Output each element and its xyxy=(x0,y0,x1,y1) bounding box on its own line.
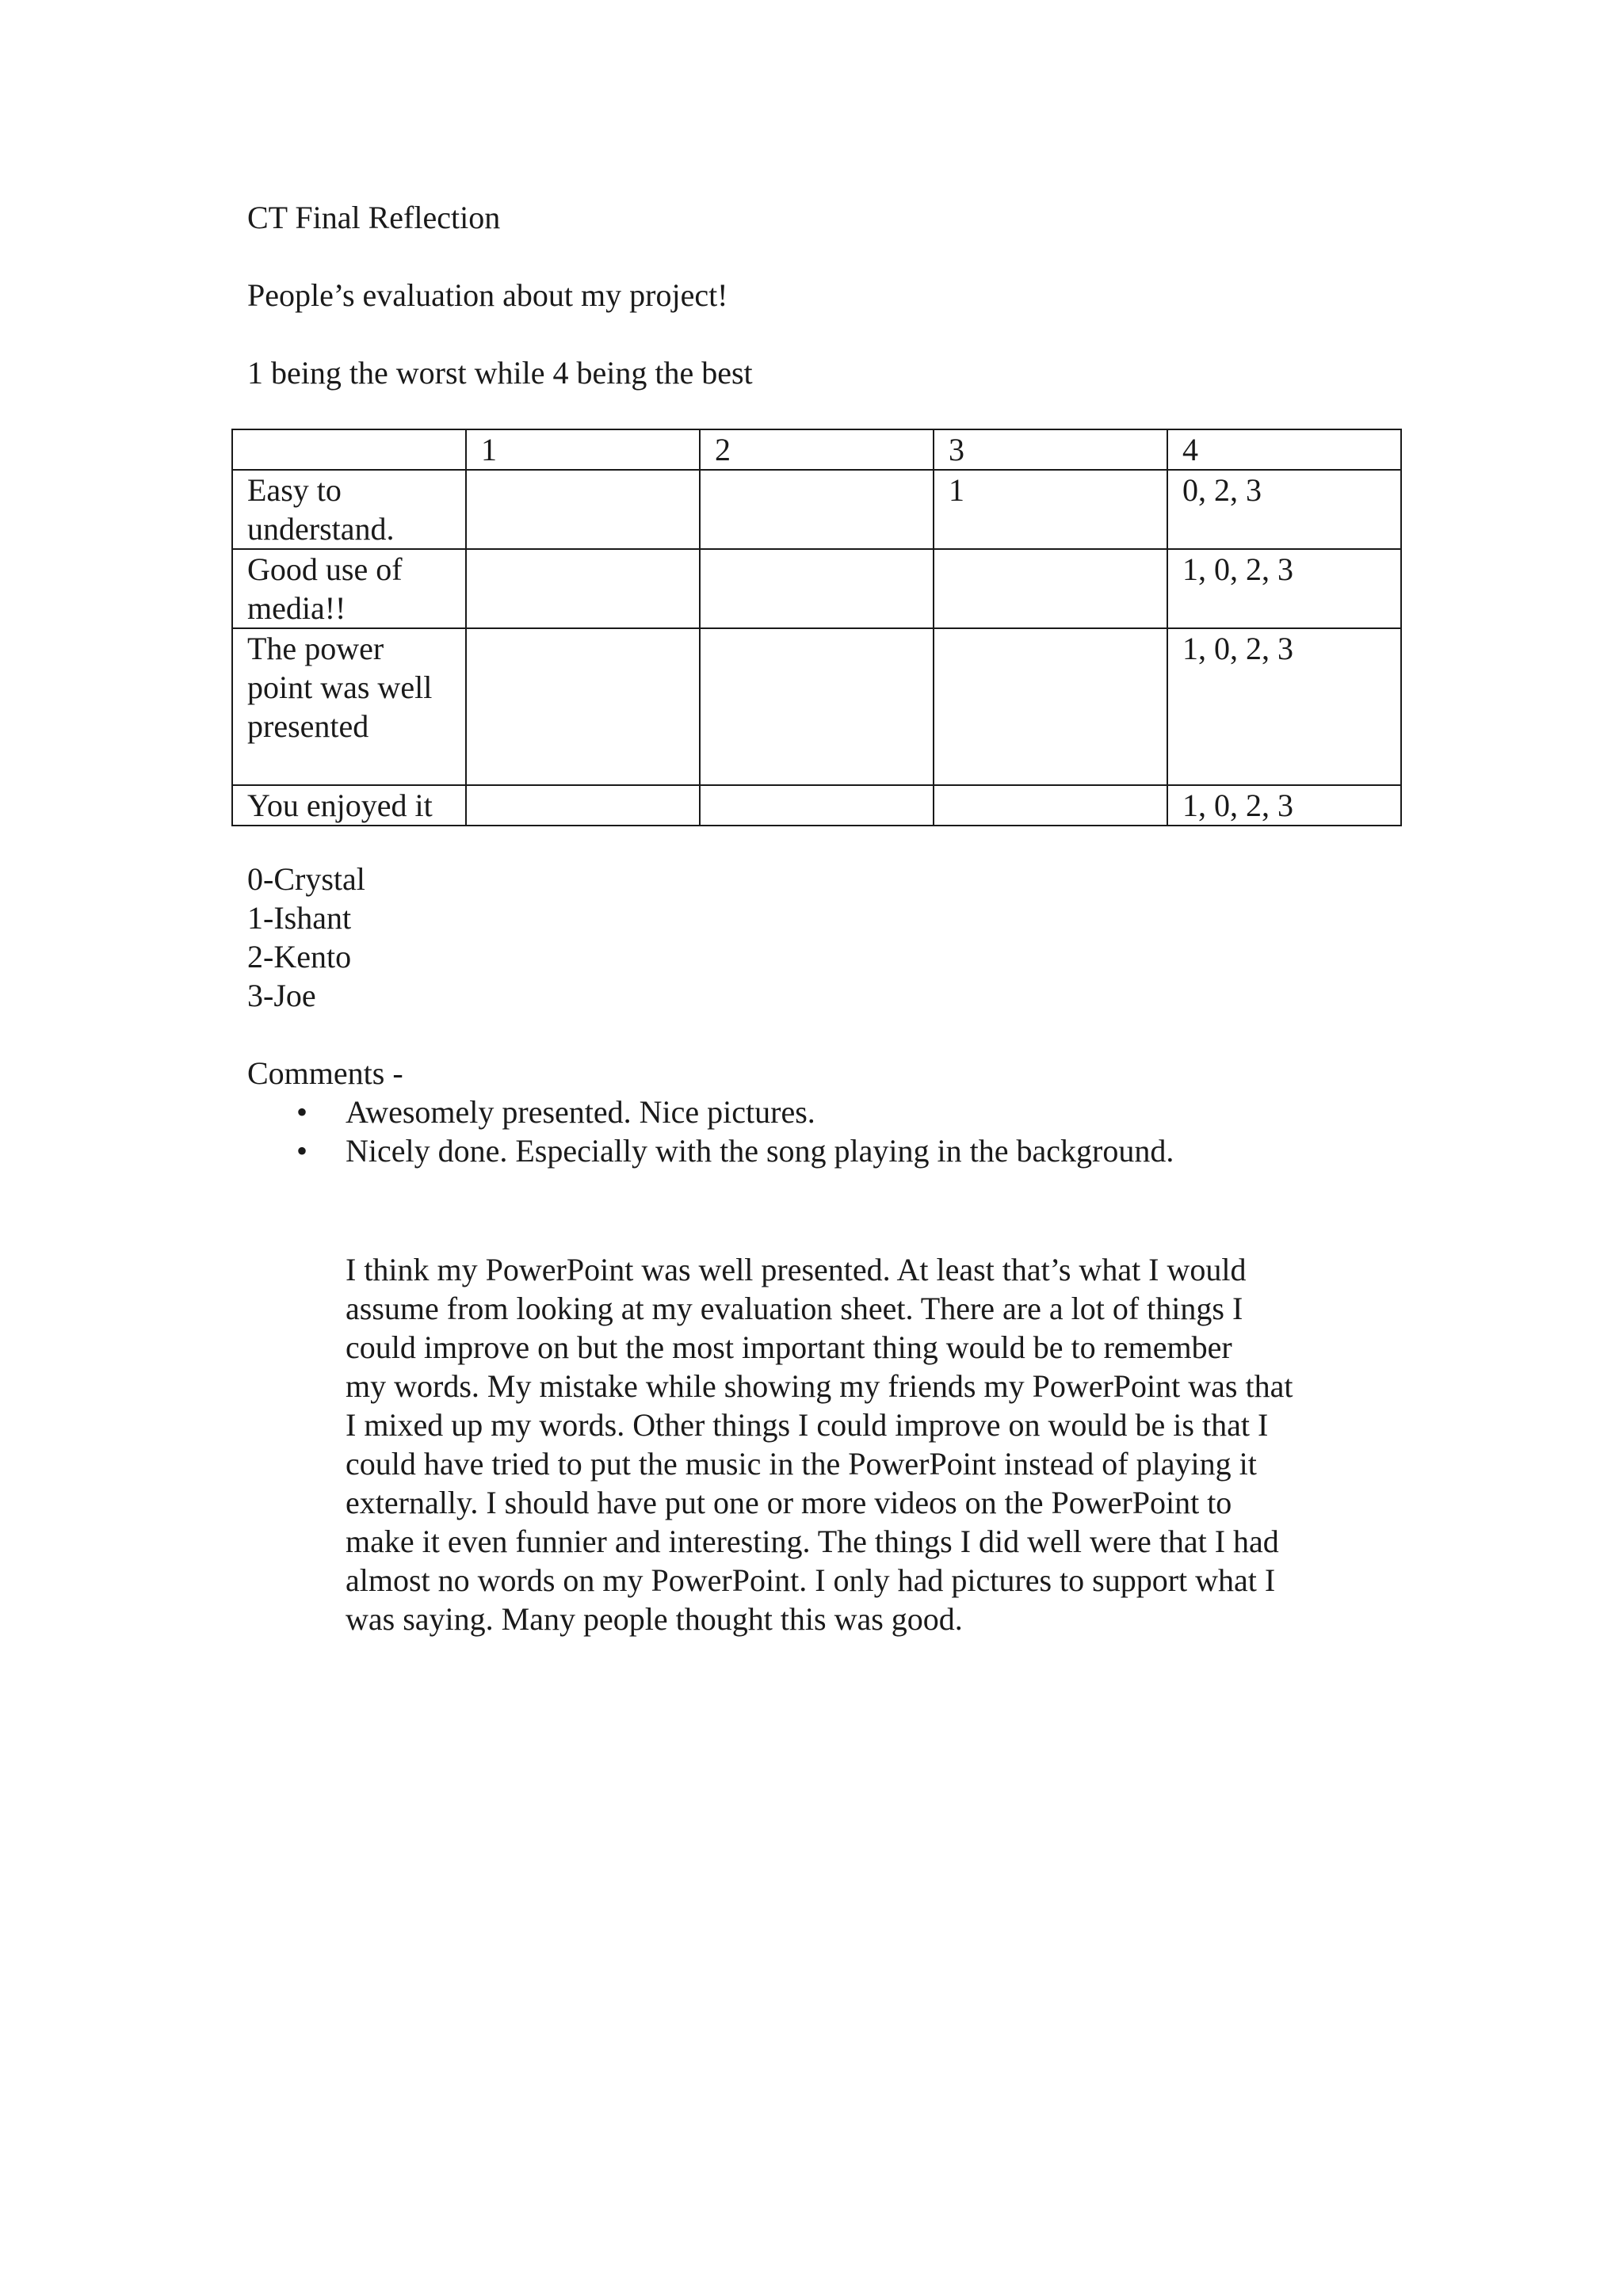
table-cell xyxy=(466,470,700,549)
table-cell: 1 xyxy=(934,470,1167,549)
document-subtitle: People’s evaluation about my project! xyxy=(247,277,728,313)
bullet-icon: • xyxy=(296,1094,308,1130)
header-cell: 4 xyxy=(1167,429,1401,470)
comments-heading: Comments - xyxy=(247,1055,403,1091)
legend-item: 2-Kento xyxy=(247,939,352,974)
table-row xyxy=(232,628,1401,785)
legend-item: 0-Crystal xyxy=(247,861,365,897)
header-cell: 3 xyxy=(934,429,1167,470)
paragraph-line: make it even funnier and interesting. The things I did well were that I had xyxy=(346,1524,1279,1559)
rating-scale-note: 1 being the worst while 4 being the best xyxy=(247,355,753,391)
paragraph-line: almost no words on my PowerPoint. I only had pictures to support what I xyxy=(346,1562,1276,1598)
table-cell xyxy=(934,549,1167,628)
paragraph-line: my words. My mistake while showing my friends my PowerPoint was that xyxy=(346,1368,1293,1404)
table-cell: 1, 0, 2, 3 xyxy=(1167,785,1401,826)
paragraph-line: assume from looking at my evaluation sheet. There are a lot of things I xyxy=(346,1291,1243,1326)
table-cell xyxy=(934,785,1167,826)
row-label: The power point was well presented xyxy=(232,628,466,785)
paragraph-line: I think my PowerPoint was well presented. At least that’s what I would xyxy=(346,1252,1247,1287)
table-cell xyxy=(700,628,934,785)
list-item xyxy=(247,1093,1174,1131)
paragraph-line: was saying. Many people thought this was good. xyxy=(346,1601,963,1637)
table-cell: 0, 2, 3 xyxy=(1167,470,1401,549)
bullet-icon: • xyxy=(296,1133,308,1169)
table-cell xyxy=(700,470,934,549)
table-row xyxy=(232,549,1401,628)
table-row xyxy=(232,785,1401,826)
comments-list xyxy=(247,1093,1174,1170)
table-cell: 1, 0, 2, 3 xyxy=(1167,549,1401,628)
document-title: CT Final Reflection xyxy=(247,200,501,235)
paragraph-line: externally. I should have put one or more videos on the PowerPoint to xyxy=(346,1485,1232,1520)
row-label: Good use of media!! xyxy=(232,549,466,628)
table-cell xyxy=(700,785,934,826)
row-label: Easy to understand. xyxy=(232,470,466,549)
table-header-row xyxy=(232,429,1401,470)
table-cell: 1, 0, 2, 3 xyxy=(1167,628,1401,785)
paragraph-line: I mixed up my words. Other things I could improve on would be is that I xyxy=(346,1407,1269,1443)
evaluation-table xyxy=(231,429,1402,826)
table-cell xyxy=(466,785,700,826)
header-cell: 1 xyxy=(466,429,700,470)
table-cell xyxy=(700,549,934,628)
list-item xyxy=(247,1131,1174,1170)
header-cell: 2 xyxy=(700,429,934,470)
paragraph-line: could improve on but the most important thing would be to remember xyxy=(346,1329,1232,1365)
header-cell xyxy=(232,429,466,470)
paragraph-line: could have tried to put the music in the PowerPoint instead of playing it xyxy=(346,1446,1257,1482)
table-row xyxy=(232,470,1401,549)
rater-legend xyxy=(247,860,365,1015)
row-label: You enjoyed it xyxy=(232,785,466,826)
comment-text: Nicely done. Especially with the song playing in the background. xyxy=(346,1133,1174,1169)
table-cell xyxy=(934,628,1167,785)
table-cell xyxy=(466,628,700,785)
legend-item: 1-Ishant xyxy=(247,900,352,936)
comment-text: Awesomely presented. Nice pictures. xyxy=(346,1094,815,1130)
reflection-paragraph xyxy=(346,1250,1293,1638)
legend-item: 3-Joe xyxy=(247,978,316,1013)
table-cell xyxy=(466,549,700,628)
